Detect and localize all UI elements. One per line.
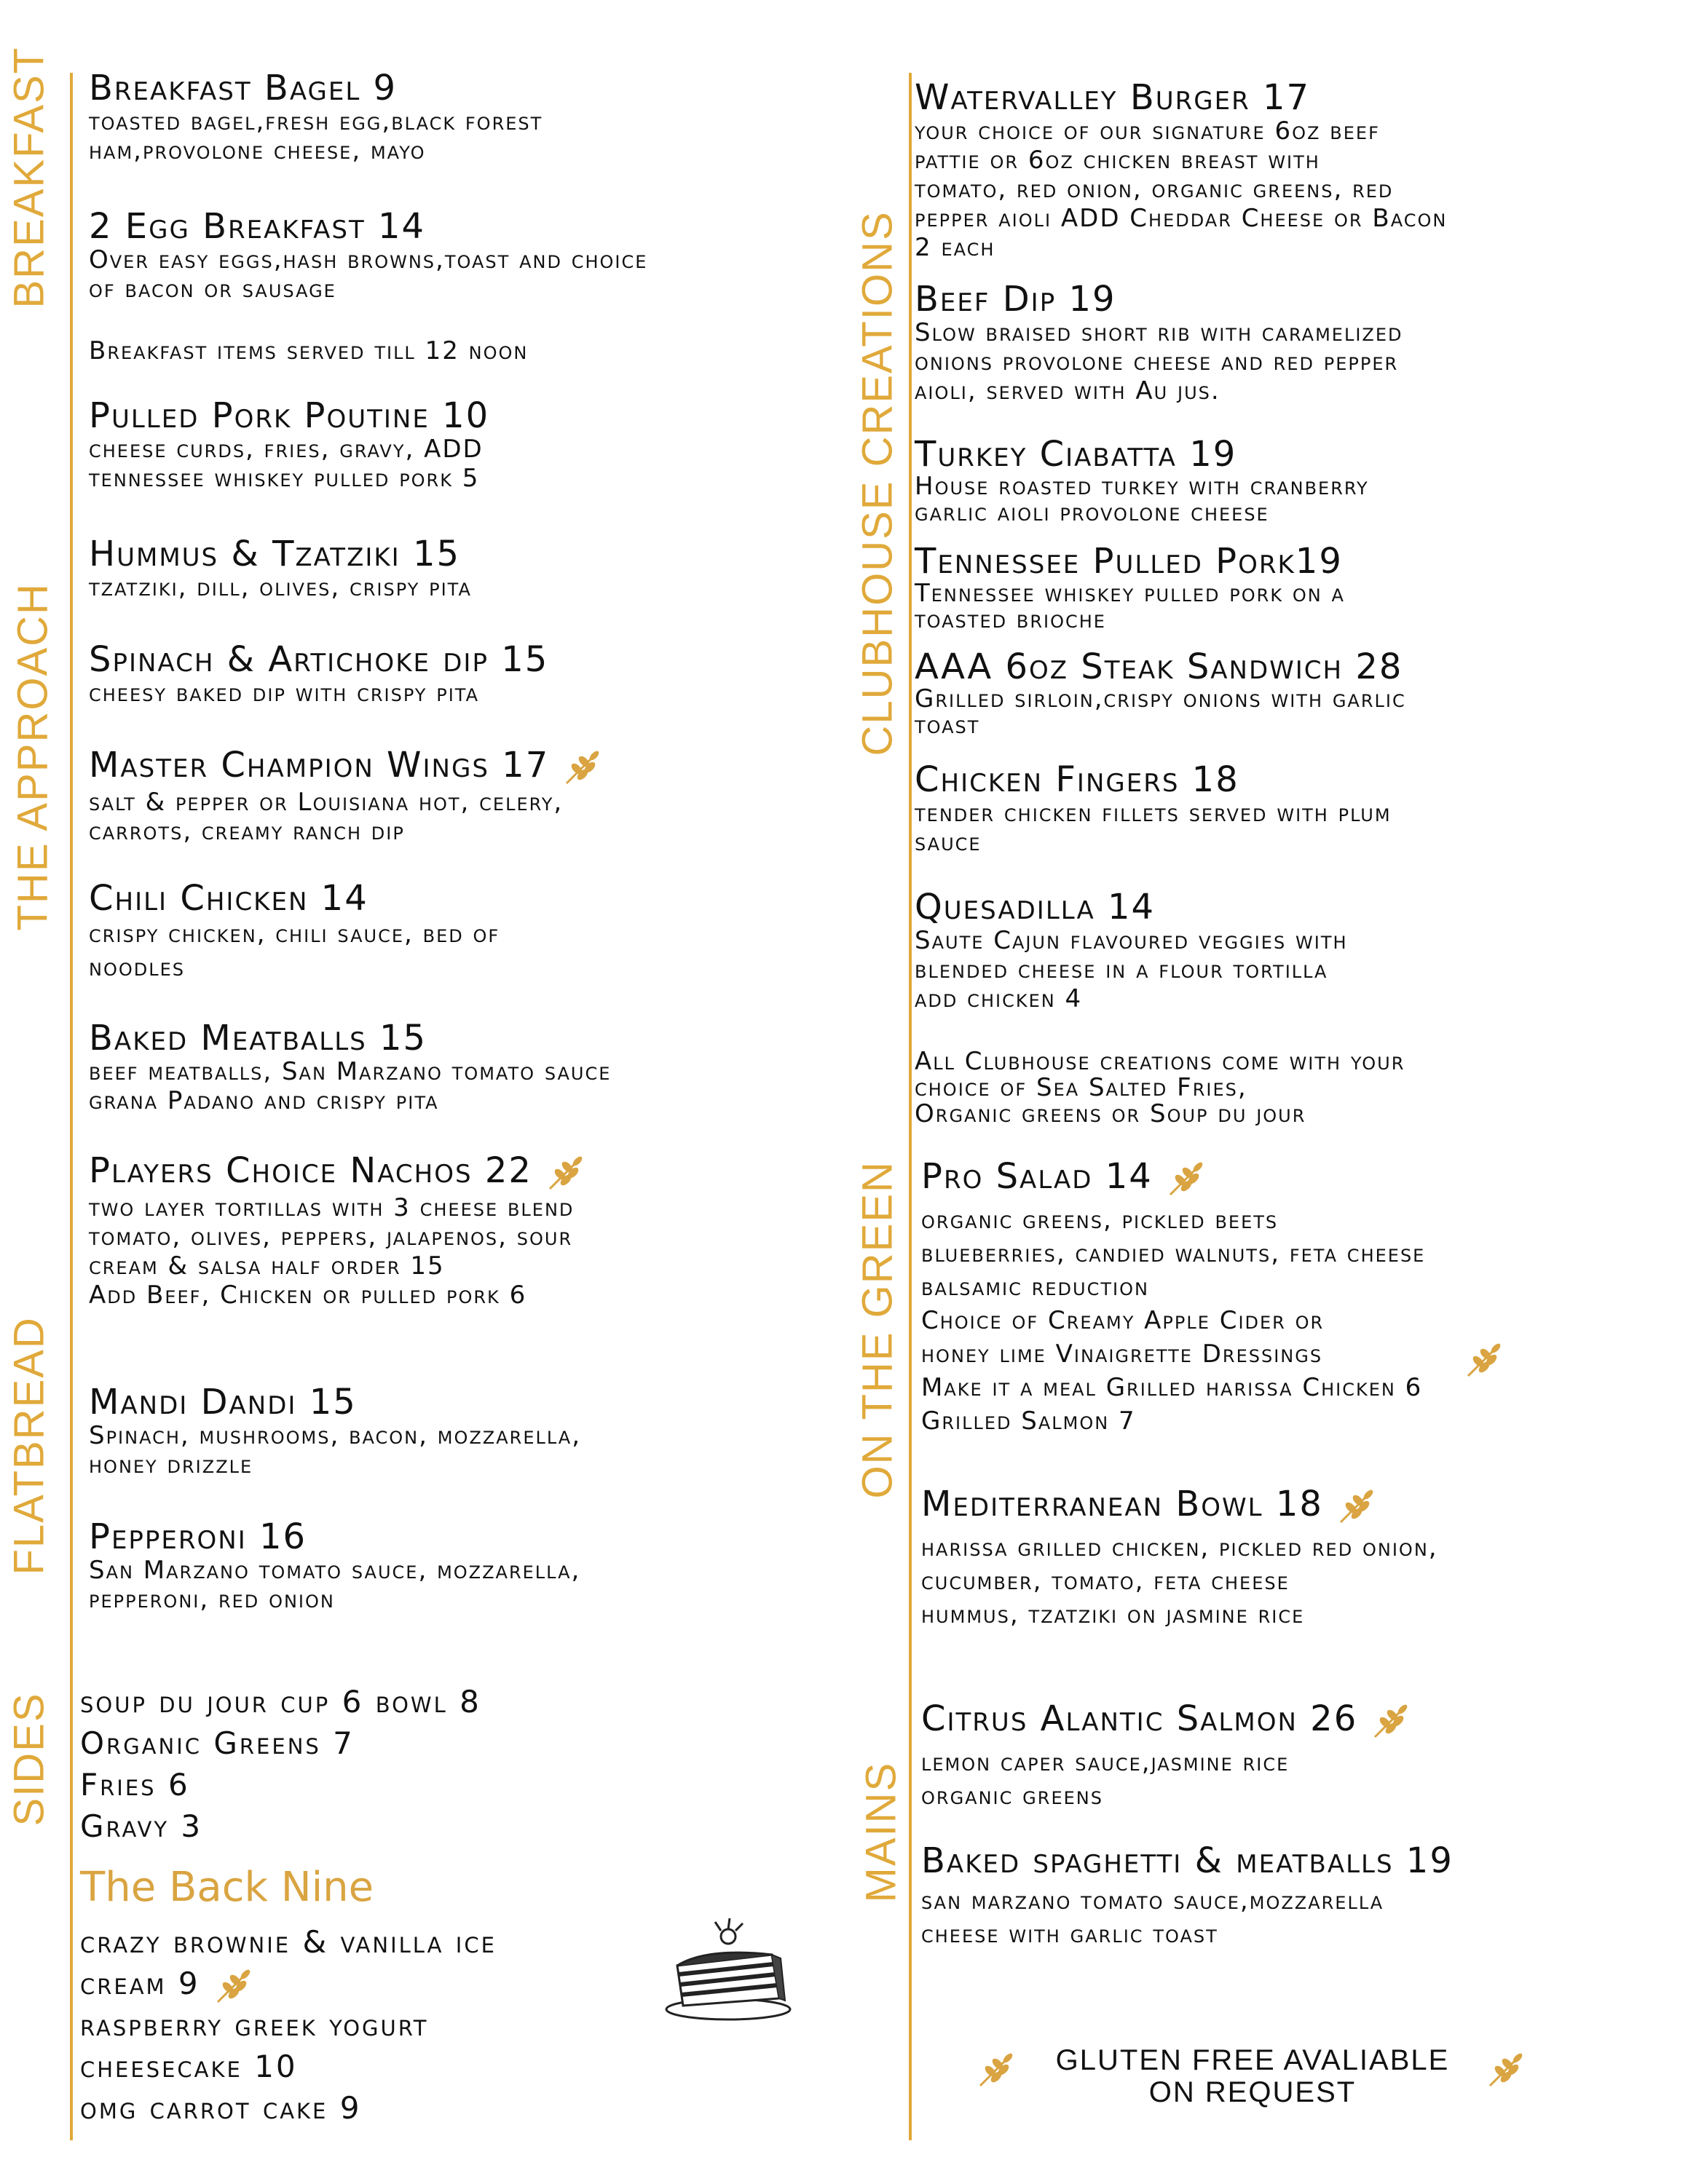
- item-desc: Saute Cajun flavoured veggies with blended cheese in a flour tortilla add chicken 4: [915, 926, 1348, 1013]
- item-title: Turkey Ciabatta 19: [915, 434, 1237, 475]
- side-item: soup du jour cup 6 bowl 8: [80, 1684, 481, 1720]
- wheat-icon: [545, 1152, 586, 1193]
- menu-item: [89, 1152, 875, 1310]
- item-desc: two layer tortillas with 3 cheese blend tomato, olives, peppers, jalapenos, sour cream & salsa half order 15 Add Beef, Chicken or pulled pork 6: [89, 1193, 575, 1310]
- section-mains: MAINS: [857, 1761, 905, 1903]
- item-title: Beef Dip 19: [915, 279, 1116, 320]
- menu-item: [921, 1700, 1679, 1813]
- item-title: Players Choice Nachos 22: [89, 1152, 875, 1193]
- item-desc: Slow braised short rib with caramelized onions provolone cheese and red pepper aioli, served with Au jus.: [915, 318, 1403, 405]
- item-desc: cheese curds, fries, gravy, ADD tennessee whiskey pulled pork 5: [89, 435, 484, 493]
- item-title: Chili Chicken 14: [89, 878, 368, 919]
- item-desc: harissa grilled chicken, pickled red onion, cucumber, tomato, feta cheese hummus, tzatziki on jasmine rice: [921, 1533, 1438, 1629]
- item-title: Hummus & Tzatziki 15: [89, 534, 461, 574]
- item-desc: tender chicken fillets served with plum sauce: [915, 799, 1392, 857]
- item-title: Watervalley Burger 17: [915, 77, 1311, 118]
- section-sides: SIDES: [5, 1692, 53, 1827]
- item-desc: toasted bagel,fresh egg,black forest ham,provolone cheese, mayo: [89, 107, 543, 165]
- left-divider: [70, 73, 73, 2140]
- wheat-icon: [1486, 2049, 1526, 2090]
- item-desc: crispy chicken, chili sauce, bed of noodles: [89, 919, 500, 982]
- item-desc: San Marzano tomato sauce, mozzarella, pepperoni, red onion: [89, 1556, 581, 1614]
- dessert-item: omg carrot cake 9: [80, 2090, 362, 2126]
- wheat-icon: [1370, 1701, 1411, 1741]
- section-green: ON THE GREEN: [853, 1160, 902, 1499]
- gluten-free-note: [1019, 2044, 1486, 2108]
- item-title: Tennessee Pulled Pork19: [915, 541, 1343, 582]
- item-desc: House roasted turkey with cranberry garlic aioli provolone cheese: [915, 472, 1369, 527]
- item-desc: Tennessee whiskey pulled pork on a toasted brioche: [915, 579, 1345, 634]
- section-approach: THE APPROACH: [9, 582, 57, 931]
- item-desc: Spinach, mushrooms, bacon, mozzarella, honey drizzle: [89, 1421, 582, 1479]
- item-title: Baked Meatballs 15: [89, 1018, 427, 1059]
- item-title: Mandi Dandi 15: [89, 1382, 357, 1423]
- item-title: Spinach & Artichoke dip 15: [89, 639, 549, 680]
- item-title: Baked spaghetti & meatballs 19: [921, 1840, 1454, 1881]
- clubhouse-note: All Clubhouse creations come with your choice of Sea Salted Fries, Organic greens or Soup du jour: [915, 1047, 1405, 1128]
- item-title: Mediterranean Bowl 18: [921, 1485, 1679, 1527]
- item-desc: san marzano tomato sauce,mozzarella cheese with garlic toast: [921, 1886, 1384, 1949]
- back-nine-title: The Back Nine: [80, 1864, 374, 1911]
- dessert-item: cream 9: [80, 1963, 254, 2006]
- menu-item: [89, 535, 875, 602]
- item-desc: cheesy baked dip with crispy pita: [89, 678, 479, 708]
- section-breakfast: BREAKFAST: [5, 46, 53, 309]
- item-title: Chicken Fingers 18: [915, 759, 1239, 800]
- item-title: Quesadilla 14: [915, 887, 1156, 927]
- item-desc: beef meatballs, San Marzano tomato sauce grana Padano and crispy pita: [89, 1057, 612, 1115]
- section-flatbread: FLATBREAD: [5, 1316, 53, 1575]
- menu-item: [89, 641, 875, 708]
- menu-item: [915, 888, 1679, 1013]
- wheat-icon: [1166, 1158, 1207, 1199]
- menu-item: [915, 435, 1679, 526]
- dessert-item: raspberry greek yogurt: [80, 2007, 429, 2043]
- gluten-free-line1: GLUTEN FREE AVALIABLE: [1055, 2044, 1450, 2076]
- item-desc: Over easy eggs,hash browns,toast and choice of bacon or sausage: [89, 245, 648, 304]
- menu-item: [89, 397, 875, 493]
- section-clubhouse: CLUBHOUSE CREATIONS: [853, 210, 902, 756]
- item-desc: Grilled sirloin,crispy onions with garlic toast: [915, 684, 1406, 740]
- side-item: Organic Greens 7: [80, 1725, 355, 1761]
- menu-item: [915, 280, 1679, 405]
- breakfast-note: Breakfast items served till 12 noon: [89, 336, 529, 365]
- item-title: 2 Egg Breakfast 14: [89, 206, 426, 247]
- item-title: Pro Salad 14: [921, 1158, 1679, 1199]
- menu-item: [915, 648, 1679, 738]
- item-title: Pulled Pork Poutine 10: [89, 395, 490, 436]
- menu-item: [921, 1485, 1679, 1631]
- menu-item: [89, 1518, 875, 1614]
- side-item: Fries 6: [80, 1767, 190, 1803]
- wheat-icon: [1336, 1486, 1377, 1527]
- menu-item: [89, 1019, 875, 1115]
- item-desc: salt & pepper or Louisiana hot, celery, carrots, creamy ranch dip: [89, 788, 564, 846]
- menu-item: [89, 69, 875, 165]
- menu-item: [89, 746, 875, 846]
- wheat-icon: [976, 2049, 1017, 2090]
- wheat-icon: [562, 747, 603, 788]
- cake-slice-icon: [663, 1915, 794, 2024]
- wheat-icon: [213, 1966, 254, 2006]
- menu-item: [915, 542, 1679, 633]
- item-title: Master Champion Wings 17: [89, 746, 875, 788]
- gluten-free-line2: ON REQUEST: [1148, 2076, 1357, 2108]
- menu-item: [89, 879, 875, 984]
- menu-item: [915, 79, 1679, 262]
- item-desc: organic greens, pickled beets blueberries, candied walnuts, feta cheese balsamic reduction Choice of Creamy Apple Cider or honey lime Vinaigrette Dressings Make it a meal Grilled harissa Chicken 6 Grilled Salmon 7: [921, 1206, 1426, 1436]
- dessert-item: crazy brownie & vanilla ice: [80, 1924, 497, 1960]
- item-title: AAA 6oz Steak Sandwich 28: [915, 646, 1403, 687]
- wheat-icon: [1464, 1340, 1504, 1380]
- item-desc: lemon caper sauce,jasmine rice organic greens: [921, 1748, 1290, 1811]
- item-title: Citrus Alantic Salmon 26: [921, 1700, 1679, 1741]
- dessert-item: cheesecake 10: [80, 2049, 298, 2084]
- item-title: Breakfast Bagel 9: [89, 68, 398, 108]
- item-desc: your choice of our signature 6oz beef pattie or 6oz chicken breast with tomato, red onion, organic greens, red pepper aioli ADD Cheddar Cheese or Bacon 2 each: [915, 116, 1448, 262]
- menu-item: [921, 1842, 1679, 1951]
- right-divider: [909, 73, 912, 2140]
- menu-item: [89, 207, 875, 304]
- item-desc: tzatziki, dill, olives, crispy pita: [89, 573, 472, 602]
- side-item: Gravy 3: [80, 1808, 203, 1844]
- menu-item: [915, 761, 1679, 857]
- menu-item: [921, 1158, 1679, 1438]
- item-title: Pepperoni 16: [89, 1516, 307, 1557]
- menu-item: [89, 1383, 875, 1479]
